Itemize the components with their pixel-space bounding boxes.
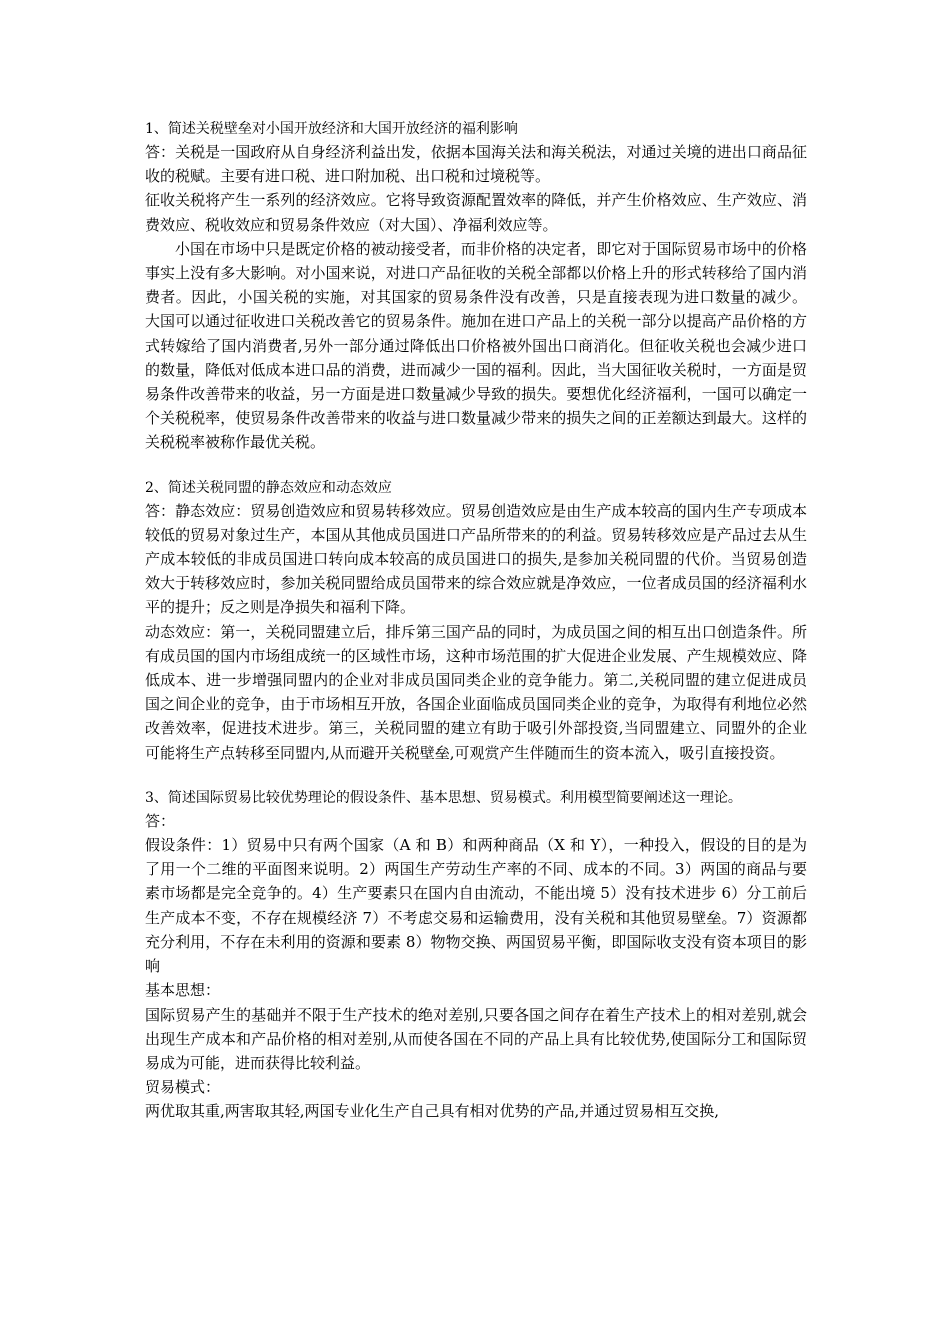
question-3-basic-idea: 国际贸易产生的基础并不限于生产技术的绝对差别,只要各国之间存在着生产技术上的相对差别,就会出现生产成本和产品价格的相对差别,从而使各国在不同的产品上具有比较优势,使国际分工和国际贸易成为可能，进而获得比较利益。: [145, 1005, 807, 1072]
question-1-title: 1、简述关税壁垒对小国开放经济和大国开放经济的福利影响: [145, 121, 518, 137]
question-3-title: 3、简述国际贸易比较优势理论的假设条件、基本思想、贸易模式。利用模型简要阐述这一理论。: [145, 789, 742, 806]
question-2-answer-p1: 答：静态效应：贸易创造效应和贸易转移效应。贸易创造效应是由生产成本较高的国内生产专项成本较低的贸易对象过生产，本国从其他成员国进口产品所带来的的利益。贸易转移效应是产品过去从生产成本较低的非成员国进口转向成本较高的成员国进口的损失,是参加关税同盟的代价。当贸易创造效大于转移效应时，参加关税同盟给成员国带来的综合效应就是净效应，一位者成员国的经济福利水平的提升；反之则是净损失和福利下降。: [145, 501, 807, 617]
question-1-answer-p1: 答：关税是一国政府从自身经济利益出发，依据本国海关法和海关税法，对通过关境的进出口商品征收的税赋。主要有进口税、进口附加税、出口税和过境税等。: [145, 143, 807, 186]
section-gap: [145, 765, 807, 787]
document-page: [145, 118, 807, 1124]
question-1-answer-p2: 征收关税将产生一系列的经济效应。它将导致资源配置效率的降低，并产生价格效应、生产效应、消费效应、税收效应和贸易条件效应（对大国）、净福利效应等。: [145, 191, 807, 234]
question-3-trade-pattern: 两优取其重,两害取其轻,两国专业化生产自己具有相对优势的产品,并通过贸易相互交换,: [145, 1102, 720, 1121]
question-3-answer-label: 答：: [145, 811, 176, 830]
question-3-basic-idea-label: 基本思想：: [145, 981, 221, 1000]
question-2-title: 2、简述关税同盟的静态效应和动态效应: [145, 479, 392, 496]
question-3-trade-pattern-label: 贸易模式：: [145, 1078, 221, 1097]
section-gap: [145, 455, 807, 477]
question-2-answer-p2: 动态效应：第一，关税同盟建立后，排斥第三国产品的同时，为成员国之间的相互出口创造条件。所有成员国的国内市场组成统一的区域性市场，这种市场范围的扩大促进企业发展、产生规模效应、降低成本、进一步增强同盟内的企业对非成员国同类企业的竞争能力。第二,关税同盟的建立促进成员国之间企业的竞争，由于市场相互开放，各国企业面临成员国同类企业的竞争，为取得有利地位必然改善效率，促进技术进步。第三，关税同盟的建立有助于吸引外部投资,当同盟建立、同盟外的企业可能将生产点转移至同盟内,从而避开关税壁垒,可观赏产生伴随而生的资本流入，吸引直接投资。: [145, 622, 807, 762]
question-3-assumptions: 假设条件：1）贸易中只有两个国家（A 和 B）和两种商品（X 和 Y），一种投入，假设的目的是为了用一个二维的平面图来说明。2）两国生产劳动生产率的不同、成本的不同。3）两国的商品与要素市场都是完全竞争的。4）生产要素只在国内自由流动，不能出境 5）没有技术进步 6）分工前后生产成本不变，不存在规模经济 7）不考虑交易和运输费用，没有关税和其他贸易壁垒。7）资源都充分利用，不存在未利用的资源和要素 8）物物交换、两国贸易平衡，即国际收支没有资本项目的影响: [145, 836, 807, 976]
question-1-answer-p3: 小国在市场中只是既定价格的被动接受者，而非价格的决定者，即它对于国际贸易市场中的价格事实上没有多大影响。对小国来说，对进口产品征收的关税全部都以价格上升的形式转移给了国内消费者。因此，小国关税的实施，对其国家的贸易条件没有改善，只是直接表现为进口数量的减少。 大国可以通过征收进口关税改善它的贸易条件。施加在进口产品上的关税一部分以提高产品价格的方式转嫁给了国内消费者,另外一部分通过降低出口价格被外国出口商消化。但征收关税也会减少进口的数量，降低对低成本进口品的消费，进而减少一国的福利。因此，当大国征收关税时，一方面是贸易条件改善带来的收益，另一方面是进口数量减少导致的损失。要想优化经济福利，一国可以确定一个关税税率，使贸易条件改善带来的收益与进口数量减少带来的损失之间的正差额达到最大。这样的关税税率被称作最优关税。: [145, 239, 807, 452]
